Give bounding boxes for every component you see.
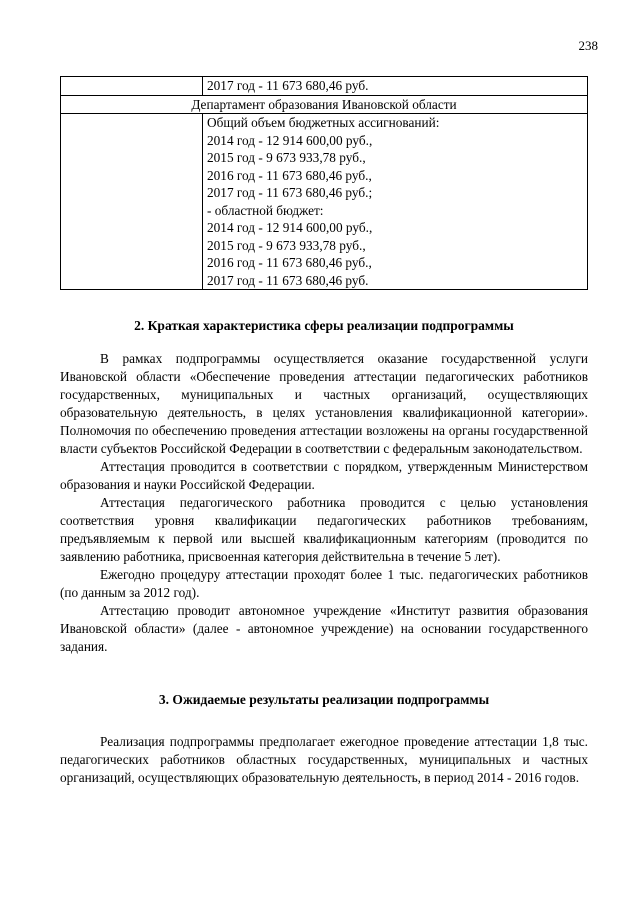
budget-line: 2017 год - 11 673 680,46 руб.	[207, 272, 369, 288]
budget-line: 2014 год - 12 914 600,00 руб.,	[207, 132, 373, 148]
paragraph: Реализация подпрограммы предполагает ежегодное проведение аттестации 1,8 тыс. педагогических работников областных государственных, муниципальных и частных организаций, осуществляющих образовательную деятельность, в период 2014 - 2016 годов.	[60, 734, 588, 785]
paragraph: Аттестация педагогического работника проводится с целью установления соответствия уровня квалификации педагогических работников требованиям, предъявляемым к первой или высшей квалификационным категориям (проводится по заявлению работника, присвоенная категория действительна в течение 5 лет).	[60, 495, 588, 564]
budget-line: 2017 год - 11 673 680,46 руб.;	[207, 185, 373, 200]
budget-allocations-cell	[203, 114, 588, 290]
table-cell-value: 2017 год - 11 673 680,46 руб.	[203, 77, 588, 96]
budget-line: 2016 год - 11 673 680,46 руб.,	[207, 255, 372, 270]
section-3-body	[60, 733, 588, 787]
budget-line: Общий объем бюджетных ассигнований:	[207, 115, 440, 130]
budget-line: - областной бюджет:	[207, 202, 324, 218]
budget-line: 2015 год - 9 673 933,78 руб.,	[207, 150, 366, 165]
page-number: 238	[578, 38, 598, 53]
table-cell-empty	[61, 114, 203, 290]
budget-line: 2016 год - 11 673 680,46 руб.,	[207, 167, 372, 183]
paragraph: В рамках подпрограммы осуществляется оказание государственной услуги Ивановской области «Обеспечение проведения аттестации педагогических работников государственных, муниципальных и частных организаций, осуществляющих образовательную деятельность, в целях установления квалификационной категории». Полномочия по обеспечению проведения аттестации возложены на органы государственной власти субъектов Российской Федерации в соответствии с федеральным законодательством.	[60, 351, 588, 456]
paragraph: Аттестацию проводит автономное учреждение «Институт развития образования Ивановской области» (далее - автономное учреждение) на основании государственного задания.	[60, 603, 588, 654]
budget-line: 2014 год - 12 914 600,00 руб.,	[207, 220, 373, 235]
table-row	[61, 95, 588, 114]
paragraph: Ежегодно процедуру аттестации проходят более 1 тыс. педагогических работников (по данным за 2012 год).	[60, 567, 588, 600]
budget-table	[60, 76, 588, 290]
table-row	[61, 114, 588, 290]
section-2-title: 2. Краткая характеристика сферы реализации подпрограммы	[134, 318, 514, 333]
section-2-body	[60, 350, 588, 656]
table-cell-empty	[61, 77, 203, 96]
table-row	[61, 77, 588, 96]
section-3-title: 3. Ожидаемые результаты реализации подпрограммы	[158, 692, 490, 707]
department-name: Департамент образования Ивановской области	[61, 95, 588, 114]
paragraph: Аттестация проводится в соответствии с порядком, утвержденным Министерством образования и науки Российской Федерации.	[60, 459, 588, 492]
budget-line: 2015 год - 9 673 933,78 руб.,	[207, 237, 366, 253]
